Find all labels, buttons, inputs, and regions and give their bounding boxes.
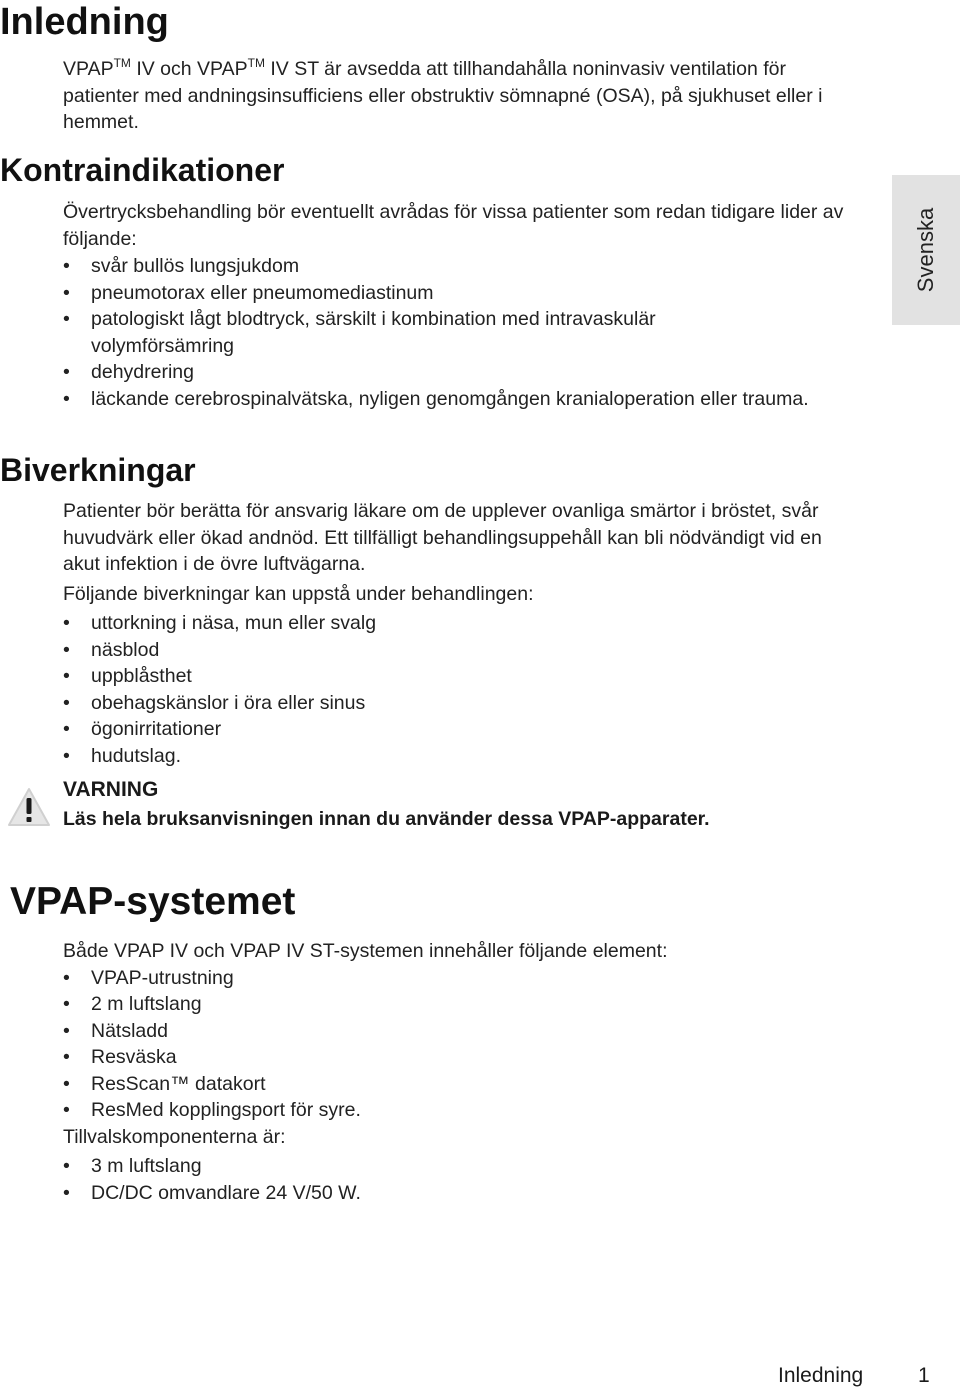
footer-section-name: Inledning	[778, 1364, 864, 1387]
list-item: • patologiskt lågt blodtryck, särskilt i kombination med intravaskulär volymförsämring	[63, 308, 656, 357]
trademark-mark: TM	[113, 56, 131, 70]
list-item: • ögonirritationer	[63, 718, 222, 740]
trademark-mark: TM	[247, 56, 265, 70]
biverkningar-section	[63, 498, 863, 769]
inledning-paragraph: VPAP™ IV och VPAP™ IV ST är avsedda att tillhandahålla noninvasiv ventilation för patienter med andningsinsufficiens eller obstruktiv sömnapné (OSA), på sjukhuset eller i hemmet.	[63, 56, 823, 133]
inledning-section	[63, 56, 863, 136]
vpap-intro: Både VPAP IV och VPAP IV ST-systemen innehåller följande element:	[63, 940, 668, 962]
list-item: • näsblod	[63, 638, 160, 661]
biverkningar-intro: Följande biverkningar kan uppstå under behandlingen:	[63, 582, 534, 605]
biverkningar-list	[63, 610, 863, 769]
list-item: • VPAP-utrustning	[63, 966, 234, 989]
vpap-optional-intro: Tillvalskomponenterna är:	[63, 1125, 286, 1148]
list-item: • läckande cerebrospinalvätska, nyligen genomgången kranialoperation eller trauma.	[63, 387, 809, 410]
list-item: • uttorkning i näsa, mun eller svalg	[63, 612, 377, 634]
heading-biverkningar: Biverkningar	[0, 452, 196, 488]
list-item: • ResScan™ datakort	[63, 1072, 266, 1095]
list-item: • svår bullös lungsjukdom	[63, 255, 300, 277]
heading-inledning: Inledning	[0, 1, 169, 43]
list-item: • obehagskänslor i öra eller sinus	[63, 691, 366, 714]
page-number: 1	[918, 1364, 930, 1387]
vpap-section	[63, 938, 863, 1206]
kontraindikationer-section	[63, 199, 863, 412]
list-item: • 3 m luftslang	[63, 1155, 202, 1177]
vpap-optional-list	[63, 1153, 863, 1206]
biverkningar-paragraph: Patienter bör berätta för ansvarig läkare om de upplever ovanliga smärtor i bröstet, svår huvudvärk eller ökad andnöd. Ett tillfälligt behandlingsuppehåll kan bli nödvändigt vid en akut infektion i de övre luftvägarna.	[63, 500, 822, 575]
warning-title: VARNING	[63, 778, 159, 801]
warning-box	[0, 776, 880, 836]
list-item: • dehydrering	[63, 361, 194, 383]
vpap-components-list	[63, 965, 863, 1124]
list-item: • hudutslag.	[63, 744, 181, 767]
warning-icon	[6, 786, 52, 828]
list-item: • Nätsladd	[63, 1019, 168, 1042]
kontraindikationer-list	[63, 253, 863, 412]
list-item: • 2 m luftslang	[63, 993, 202, 1015]
kontraindikationer-intro: Övertrycksbehandling bör eventuellt avrådas för vissa patienter som redan tidigare lider av följande:	[63, 201, 844, 250]
list-item: • ResMed kopplingsport för syre.	[63, 1099, 361, 1121]
warning-text: Läs hela bruksanvisningen innan du använder dessa VPAP-apparater.	[63, 808, 710, 830]
language-tab	[892, 175, 960, 325]
list-item: • Resväska	[63, 1046, 177, 1068]
heading-vpap-systemet: VPAP-systemet	[10, 880, 296, 923]
heading-kontraindikationer: Kontraindikationer	[0, 152, 285, 188]
list-item: • uppblåsthet	[63, 665, 192, 687]
language-tab-label: Svenska	[913, 207, 939, 293]
page-footer	[760, 1364, 940, 1394]
list-item: • DC/DC omvandlare 24 V/50 W.	[63, 1181, 361, 1204]
list-item: • pneumotorax eller pneumomediastinum	[63, 281, 434, 304]
